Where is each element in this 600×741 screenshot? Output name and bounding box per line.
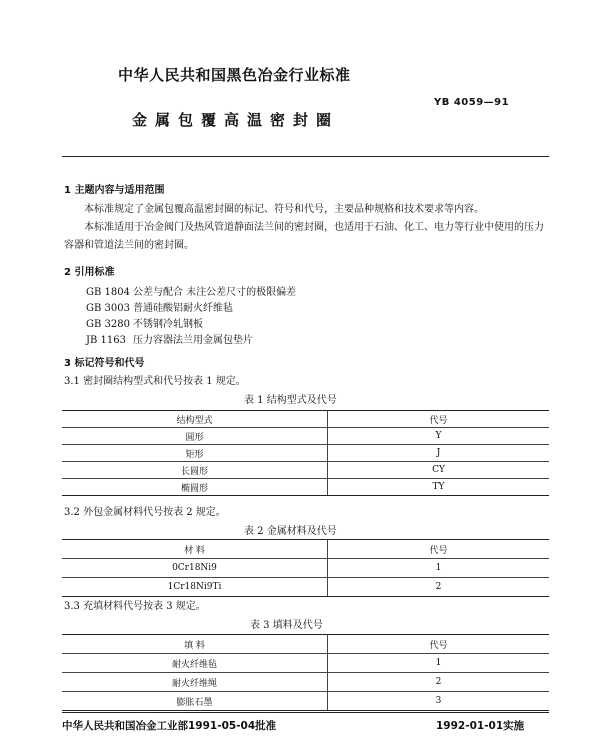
table-cell: 1 bbox=[328, 654, 550, 673]
reference-code: JB 1163 bbox=[86, 335, 126, 346]
table-cell: 圆形 bbox=[62, 428, 328, 445]
table-row bbox=[62, 462, 549, 479]
reference-code: GB 1804 bbox=[86, 287, 130, 298]
table-row bbox=[62, 578, 549, 597]
clause-3-1: 3.1 密封圈结构型式和代号按表 1 规定。 bbox=[64, 376, 246, 387]
table-cell: 膨胀石墨 bbox=[62, 692, 328, 711]
reference-code: GB 3003 bbox=[86, 303, 130, 314]
table-cell: 耐火纤维绳 bbox=[62, 673, 328, 692]
table-cell: 2 bbox=[328, 578, 550, 597]
footer-rule bbox=[62, 712, 549, 713]
standard-number: YB 4059—91 bbox=[434, 97, 510, 108]
table-cell: 3 bbox=[328, 692, 550, 711]
table-cell: CY bbox=[328, 462, 550, 479]
table-3-caption: 表 3 填料及代号 bbox=[250, 620, 323, 631]
table-cell: 长圆形 bbox=[62, 462, 328, 479]
table-header-cell: 材 料 bbox=[62, 540, 328, 559]
section-1-para-1: 本标准规定了金属包覆高温密封圈的标记、符号和代号，主要品种规格和技术要求等内容。 bbox=[84, 204, 484, 215]
reference-code: GB 3280 bbox=[86, 319, 130, 330]
table-header-cell: 代号 bbox=[328, 540, 550, 559]
table-row bbox=[62, 445, 549, 462]
table-cell: 矩形 bbox=[62, 445, 328, 462]
table-cell: 1 bbox=[328, 559, 550, 578]
reference-title: 公差与配合 未注公差尺寸的极限偏差 bbox=[133, 287, 297, 298]
document-title: 金属包覆高温密封圈 bbox=[132, 111, 340, 129]
table-cell: 耐火纤维毡 bbox=[62, 654, 328, 673]
table-3 bbox=[62, 634, 549, 711]
section-2-heading: 2 引用标准 bbox=[64, 267, 115, 278]
issuer-title: 中华人民共和国黑色冶金行业标准 bbox=[118, 66, 351, 84]
reference-title: 普通硅酸铝耐火纤维毡 bbox=[133, 303, 233, 314]
section-3-heading: 3 标记符号和代号 bbox=[64, 358, 145, 369]
table-cell: 2 bbox=[328, 673, 550, 692]
reference-item bbox=[86, 283, 296, 298]
table-2-caption: 表 2 金属材料及代号 bbox=[244, 526, 337, 537]
table-cell: 椭圆形 bbox=[62, 479, 328, 496]
table-row bbox=[62, 559, 549, 578]
table-cell: Y bbox=[328, 428, 550, 445]
reference-title: 压力容器法兰用金属包垫片 bbox=[133, 335, 253, 346]
approval-line: 中华人民共和国冶金工业部1991-05-04批准 bbox=[62, 720, 277, 732]
table-header-cell: 代号 bbox=[328, 635, 550, 654]
table-cell: 0Cr18Ni9 bbox=[62, 559, 328, 578]
table-cell: J bbox=[328, 445, 550, 462]
implementation-date: 1992-01-01实施 bbox=[436, 720, 525, 732]
clause-3-2: 3.2 外包金属材料代号按表 2 规定。 bbox=[64, 507, 226, 518]
table-2 bbox=[62, 539, 549, 597]
table-header-row bbox=[62, 411, 549, 428]
table-row bbox=[62, 673, 549, 692]
section-1-para-2: 本标准适用于冶金阀门及热风管道静面法兰间的密封圈，也适用于石油、化工、电力等行业中使用的压力容器和管道法兰间的密封圈。 bbox=[64, 222, 544, 251]
clause-3-3: 3.3 充填材料代号按表 3 规定。 bbox=[64, 601, 206, 612]
reference-item bbox=[86, 299, 233, 314]
table-header-row bbox=[62, 540, 549, 559]
table-header-cell: 填 料 bbox=[62, 635, 328, 654]
table-row bbox=[62, 479, 549, 496]
table-1-caption: 表 1 结构型式及代号 bbox=[244, 395, 337, 406]
table-row bbox=[62, 428, 549, 445]
table-cell: TY bbox=[328, 479, 550, 496]
reference-title: 不锈钢冷轧钢板 bbox=[133, 319, 203, 330]
reference-item bbox=[86, 315, 203, 330]
table-header-cell: 代号 bbox=[328, 411, 550, 428]
table-row bbox=[62, 692, 549, 711]
table-header-cell: 结构型式 bbox=[62, 411, 328, 428]
table-cell: 1Cr18Ni9Ti bbox=[62, 578, 328, 597]
table-row bbox=[62, 654, 549, 673]
table-header-row bbox=[62, 635, 549, 654]
section-1-heading: 1 主题内容与适用范围 bbox=[64, 185, 165, 196]
header-rule bbox=[62, 156, 549, 157]
table-1 bbox=[62, 410, 549, 496]
reference-item bbox=[86, 331, 253, 346]
